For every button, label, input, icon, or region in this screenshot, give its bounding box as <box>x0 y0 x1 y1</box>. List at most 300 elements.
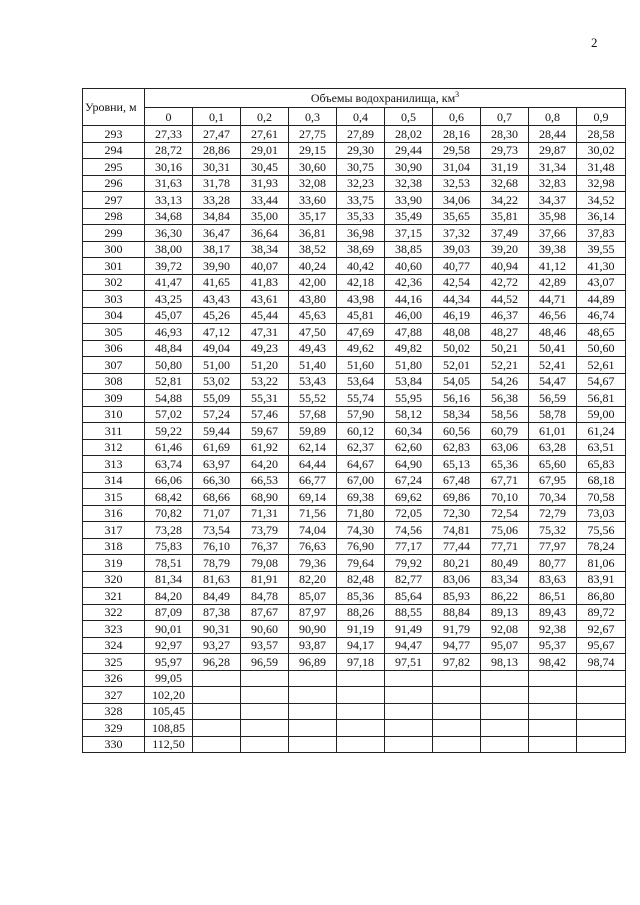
volume-cell: 28,72 <box>145 142 193 159</box>
level-cell: 329 <box>83 720 145 737</box>
volume-cell: 63,97 <box>193 456 241 473</box>
volume-cell: 55,31 <box>241 390 289 407</box>
volume-cell <box>193 670 241 687</box>
volume-cell: 33,44 <box>241 192 289 209</box>
volume-cell: 57,02 <box>145 406 193 423</box>
volume-cell: 90,01 <box>145 621 193 638</box>
volume-cell: 91,19 <box>337 621 385 638</box>
level-cell: 319 <box>83 555 145 572</box>
volume-cell <box>193 687 241 704</box>
volume-cell: 66,77 <box>289 472 337 489</box>
volume-cell: 81,34 <box>145 571 193 588</box>
volume-cell: 48,84 <box>145 340 193 357</box>
table-row <box>83 373 626 390</box>
volume-cell: 54,88 <box>145 390 193 407</box>
volume-cell: 41,83 <box>241 274 289 291</box>
level-cell: 294 <box>83 142 145 159</box>
volume-cell: 60,79 <box>481 423 529 440</box>
volume-cell: 37,66 <box>529 225 577 242</box>
volume-cell: 30,02 <box>577 142 626 159</box>
volume-cell <box>241 720 289 737</box>
volume-cell: 32,68 <box>481 175 529 192</box>
volume-cell <box>289 720 337 737</box>
volume-cell: 76,90 <box>337 538 385 555</box>
volume-cell: 28,30 <box>481 126 529 143</box>
volume-cell: 68,18 <box>577 472 626 489</box>
volume-cell: 80,21 <box>433 555 481 572</box>
level-cell: 309 <box>83 390 145 407</box>
volume-cell: 28,02 <box>385 126 433 143</box>
volume-cell: 69,62 <box>385 489 433 506</box>
table-row <box>83 439 626 456</box>
volume-cell: 86,22 <box>481 588 529 605</box>
volume-cell: 69,38 <box>337 489 385 506</box>
volume-cell: 83,91 <box>577 571 626 588</box>
volume-cell: 45,63 <box>289 307 337 324</box>
volume-cell: 48,46 <box>529 324 577 341</box>
level-cell: 310 <box>83 406 145 423</box>
volumes-header-unit-exponent: 3 <box>455 90 460 99</box>
level-cell: 316 <box>83 505 145 522</box>
volume-cell <box>481 736 529 753</box>
volume-cell: 87,97 <box>289 604 337 621</box>
volume-cell: 91,49 <box>385 621 433 638</box>
column-header-row <box>83 108 626 126</box>
volume-cell <box>433 703 481 720</box>
volume-cell: 92,38 <box>529 621 577 638</box>
volume-cell: 64,44 <box>289 456 337 473</box>
volume-cell: 76,37 <box>241 538 289 555</box>
volume-cell: 58,12 <box>385 406 433 423</box>
level-cell: 304 <box>83 307 145 324</box>
volume-cell: 87,38 <box>193 604 241 621</box>
volume-cell: 38,69 <box>337 241 385 258</box>
volume-cell: 93,27 <box>193 637 241 654</box>
volume-cell: 35,65 <box>433 208 481 225</box>
volume-cell: 35,00 <box>241 208 289 225</box>
volume-cell: 32,38 <box>385 175 433 192</box>
level-cell: 296 <box>83 175 145 192</box>
volume-cell: 46,19 <box>433 307 481 324</box>
volume-cell: 43,80 <box>289 291 337 308</box>
volume-cell: 30,31 <box>193 159 241 176</box>
volume-cell: 49,23 <box>241 340 289 357</box>
volume-cell: 71,80 <box>337 505 385 522</box>
volume-cell: 66,30 <box>193 472 241 489</box>
volume-cell: 46,37 <box>481 307 529 324</box>
volume-cell: 62,37 <box>337 439 385 456</box>
table-row <box>83 588 626 605</box>
volume-cell: 42,18 <box>337 274 385 291</box>
volume-cell: 43,61 <box>241 291 289 308</box>
table-row <box>83 703 626 720</box>
volume-cell: 93,87 <box>289 637 337 654</box>
volumes-header <box>145 89 626 108</box>
volume-cell: 60,56 <box>433 423 481 440</box>
table-row <box>83 637 626 654</box>
volume-cell: 51,60 <box>337 357 385 374</box>
volume-cell: 43,98 <box>337 291 385 308</box>
volume-cell: 31,04 <box>433 159 481 176</box>
volume-cell: 36,64 <box>241 225 289 242</box>
table-row <box>83 159 626 176</box>
table-row <box>83 456 626 473</box>
volume-cell: 32,08 <box>289 175 337 192</box>
volume-cell: 96,28 <box>193 654 241 671</box>
table-row <box>83 241 626 258</box>
volume-cell: 88,55 <box>385 604 433 621</box>
volume-cell: 39,38 <box>529 241 577 258</box>
volume-cell <box>385 703 433 720</box>
volume-cell: 43,07 <box>577 274 626 291</box>
volume-cell: 73,28 <box>145 522 193 539</box>
volume-cell: 48,27 <box>481 324 529 341</box>
volume-cell: 51,20 <box>241 357 289 374</box>
table-row <box>83 307 626 324</box>
table-row <box>83 720 626 737</box>
reservoir-volume-table <box>82 88 626 753</box>
volume-cell <box>193 703 241 720</box>
volume-cell: 36,30 <box>145 225 193 242</box>
volume-cell: 55,09 <box>193 390 241 407</box>
volume-cell: 45,26 <box>193 307 241 324</box>
volume-cell: 54,05 <box>433 373 481 390</box>
volume-cell <box>289 736 337 753</box>
volume-cell: 95,37 <box>529 637 577 654</box>
volume-cell: 59,89 <box>289 423 337 440</box>
page-number: 2 <box>591 35 598 50</box>
volume-cell: 57,68 <box>289 406 337 423</box>
volume-cell: 46,93 <box>145 324 193 341</box>
volume-cell: 40,94 <box>481 258 529 275</box>
volume-cell: 72,05 <box>385 505 433 522</box>
volume-cell: 63,28 <box>529 439 577 456</box>
volume-cell: 71,31 <box>241 505 289 522</box>
volume-cell: 96,89 <box>289 654 337 671</box>
volume-cell: 32,83 <box>529 175 577 192</box>
volume-cell <box>577 687 626 704</box>
column-header: 0,1 <box>193 108 241 126</box>
volume-cell: 45,81 <box>337 307 385 324</box>
volume-cell: 71,07 <box>193 505 241 522</box>
volume-cell: 73,79 <box>241 522 289 539</box>
volume-cell: 96,59 <box>241 654 289 671</box>
volume-cell: 64,67 <box>337 456 385 473</box>
volume-cell: 55,74 <box>337 390 385 407</box>
volume-cell: 78,24 <box>577 538 626 555</box>
volume-cell: 44,34 <box>433 291 481 308</box>
table-row <box>83 571 626 588</box>
table-row <box>83 175 626 192</box>
level-cell: 302 <box>83 274 145 291</box>
volume-cell <box>241 670 289 687</box>
volume-cell: 65,36 <box>481 456 529 473</box>
level-cell: 312 <box>83 439 145 456</box>
volume-cell: 90,31 <box>193 621 241 638</box>
volume-cell: 29,87 <box>529 142 577 159</box>
volume-cell: 31,63 <box>145 175 193 192</box>
volume-cell: 99,05 <box>145 670 193 687</box>
volume-cell: 85,36 <box>337 588 385 605</box>
column-header: 0 <box>145 108 193 126</box>
level-cell: 295 <box>83 159 145 176</box>
volume-cell: 70,82 <box>145 505 193 522</box>
volume-cell: 30,90 <box>385 159 433 176</box>
volume-cell: 46,00 <box>385 307 433 324</box>
volume-cell: 46,56 <box>529 307 577 324</box>
table-row <box>83 538 626 555</box>
volume-cell <box>289 670 337 687</box>
volume-cell: 34,84 <box>193 208 241 225</box>
volume-cell: 50,21 <box>481 340 529 357</box>
volume-cell <box>289 687 337 704</box>
column-header: 0,8 <box>529 108 577 126</box>
volume-cell: 63,74 <box>145 456 193 473</box>
volume-cell: 84,20 <box>145 588 193 605</box>
volume-cell: 52,61 <box>577 357 626 374</box>
volume-cell: 34,68 <box>145 208 193 225</box>
volume-cell: 77,44 <box>433 538 481 555</box>
volume-cell: 90,90 <box>289 621 337 638</box>
volume-cell: 71,56 <box>289 505 337 522</box>
volume-cell <box>577 736 626 753</box>
volume-cell: 62,60 <box>385 439 433 456</box>
volume-cell: 42,00 <box>289 274 337 291</box>
volume-cell: 39,03 <box>433 241 481 258</box>
volume-cell: 36,14 <box>577 208 626 225</box>
volume-cell: 38,34 <box>241 241 289 258</box>
volume-cell: 28,16 <box>433 126 481 143</box>
volume-cell: 32,98 <box>577 175 626 192</box>
volume-cell: 97,18 <box>337 654 385 671</box>
level-cell: 315 <box>83 489 145 506</box>
level-cell: 303 <box>83 291 145 308</box>
volume-cell: 105,45 <box>145 703 193 720</box>
volume-cell: 53,02 <box>193 373 241 390</box>
volume-cell: 92,08 <box>481 621 529 638</box>
volume-cell <box>529 687 577 704</box>
volume-cell: 44,89 <box>577 291 626 308</box>
volume-cell <box>337 687 385 704</box>
volume-cell: 77,17 <box>385 538 433 555</box>
volume-cell: 31,48 <box>577 159 626 176</box>
volume-cell: 54,67 <box>577 373 626 390</box>
volume-cell: 50,41 <box>529 340 577 357</box>
volume-cell: 37,49 <box>481 225 529 242</box>
volume-cell <box>481 703 529 720</box>
table-row <box>83 324 626 341</box>
table-row <box>83 142 626 159</box>
volume-cell: 66,53 <box>241 472 289 489</box>
volume-cell: 94,77 <box>433 637 481 654</box>
volume-cell <box>433 687 481 704</box>
volume-cell: 52,01 <box>433 357 481 374</box>
volume-cell <box>481 670 529 687</box>
volume-cell <box>577 720 626 737</box>
volume-cell: 39,72 <box>145 258 193 275</box>
table-row <box>83 406 626 423</box>
volume-cell: 44,16 <box>385 291 433 308</box>
volume-cell: 67,48 <box>433 472 481 489</box>
level-cell: 307 <box>83 357 145 374</box>
volume-cell: 33,75 <box>337 192 385 209</box>
volume-cell <box>529 703 577 720</box>
table-row <box>83 472 626 489</box>
volume-cell: 74,81 <box>433 522 481 539</box>
volume-cell: 61,69 <box>193 439 241 456</box>
volume-cell: 61,01 <box>529 423 577 440</box>
volume-cell: 47,69 <box>337 324 385 341</box>
volume-cell: 47,31 <box>241 324 289 341</box>
volume-cell <box>481 720 529 737</box>
volume-cell: 30,45 <box>241 159 289 176</box>
volume-cell: 98,74 <box>577 654 626 671</box>
levels-column-header: Уровни, м <box>83 89 145 126</box>
volume-cell: 79,64 <box>337 555 385 572</box>
table-row <box>83 736 626 753</box>
volume-cell <box>433 736 481 753</box>
volume-cell <box>577 703 626 720</box>
volume-cell <box>433 720 481 737</box>
level-cell: 297 <box>83 192 145 209</box>
volume-cell: 35,81 <box>481 208 529 225</box>
volume-cell: 62,14 <box>289 439 337 456</box>
volume-cell: 49,04 <box>193 340 241 357</box>
volume-cell: 34,37 <box>529 192 577 209</box>
volume-cell: 53,43 <box>289 373 337 390</box>
volume-cell: 94,17 <box>337 637 385 654</box>
table-row <box>83 423 626 440</box>
volume-cell <box>529 720 577 737</box>
volume-cell: 77,97 <box>529 538 577 555</box>
volume-cell: 42,89 <box>529 274 577 291</box>
volume-cell: 43,25 <box>145 291 193 308</box>
volume-cell: 61,24 <box>577 423 626 440</box>
volume-cell: 87,67 <box>241 604 289 621</box>
volume-cell: 69,14 <box>289 489 337 506</box>
volume-cell: 102,20 <box>145 687 193 704</box>
volume-cell: 67,71 <box>481 472 529 489</box>
volume-cell: 37,15 <box>385 225 433 242</box>
table-row <box>83 654 626 671</box>
volume-cell: 69,86 <box>433 489 481 506</box>
level-cell: 298 <box>83 208 145 225</box>
volume-cell: 43,43 <box>193 291 241 308</box>
volume-cell <box>385 720 433 737</box>
volume-cell: 84,78 <box>241 588 289 605</box>
volume-cell: 79,36 <box>289 555 337 572</box>
level-cell: 330 <box>83 736 145 753</box>
volume-cell: 80,49 <box>481 555 529 572</box>
volume-cell: 31,19 <box>481 159 529 176</box>
volume-cell: 51,40 <box>289 357 337 374</box>
volume-cell: 66,06 <box>145 472 193 489</box>
volume-cell: 87,09 <box>145 604 193 621</box>
volume-cell <box>241 736 289 753</box>
volume-cell: 27,33 <box>145 126 193 143</box>
volume-cell: 29,73 <box>481 142 529 159</box>
table-row <box>83 489 626 506</box>
volume-cell: 38,85 <box>385 241 433 258</box>
volume-cell: 55,95 <box>385 390 433 407</box>
volume-cell: 83,06 <box>433 571 481 588</box>
volume-cell: 72,30 <box>433 505 481 522</box>
column-header: 0,4 <box>337 108 385 126</box>
volume-cell: 72,79 <box>529 505 577 522</box>
volume-cell: 68,90 <box>241 489 289 506</box>
volume-cell <box>433 670 481 687</box>
volume-cell: 95,67 <box>577 637 626 654</box>
volume-cell <box>385 687 433 704</box>
volume-cell: 40,07 <box>241 258 289 275</box>
volume-cell: 72,54 <box>481 505 529 522</box>
level-cell: 300 <box>83 241 145 258</box>
volume-cell: 59,67 <box>241 423 289 440</box>
volume-cell: 52,41 <box>529 357 577 374</box>
volume-cell: 54,47 <box>529 373 577 390</box>
volume-cell <box>193 720 241 737</box>
volume-cell: 56,59 <box>529 390 577 407</box>
volume-cell: 32,53 <box>433 175 481 192</box>
volume-cell <box>193 736 241 753</box>
volume-cell: 63,06 <box>481 439 529 456</box>
volume-cell: 40,24 <box>289 258 337 275</box>
volume-cell: 41,65 <box>193 274 241 291</box>
volume-cell: 31,34 <box>529 159 577 176</box>
volume-cell: 97,51 <box>385 654 433 671</box>
volume-cell: 81,63 <box>193 571 241 588</box>
volume-cell: 83,34 <box>481 571 529 588</box>
volume-cell: 91,79 <box>433 621 481 638</box>
volume-cell: 35,33 <box>337 208 385 225</box>
volume-cell: 29,30 <box>337 142 385 159</box>
volume-cell: 74,56 <box>385 522 433 539</box>
volume-cell: 52,21 <box>481 357 529 374</box>
volume-cell: 36,98 <box>337 225 385 242</box>
level-cell: 322 <box>83 604 145 621</box>
volume-cell: 64,90 <box>385 456 433 473</box>
volume-cell: 40,42 <box>337 258 385 275</box>
volume-cell: 77,71 <box>481 538 529 555</box>
volume-cell <box>337 670 385 687</box>
volume-cell: 63,51 <box>577 439 626 456</box>
volumes-header-text: Объемы водохранилища, км <box>310 91 456 105</box>
volume-cell: 27,75 <box>289 126 337 143</box>
volume-cell <box>481 687 529 704</box>
volume-cell: 28,86 <box>193 142 241 159</box>
level-cell: 311 <box>83 423 145 440</box>
volume-cell: 48,08 <box>433 324 481 341</box>
volume-cell: 74,30 <box>337 522 385 539</box>
volume-cell <box>529 736 577 753</box>
volume-cell: 82,20 <box>289 571 337 588</box>
volume-cell: 29,15 <box>289 142 337 159</box>
volume-cell <box>241 687 289 704</box>
volume-cell <box>337 720 385 737</box>
volume-cell: 53,84 <box>385 373 433 390</box>
volume-cell: 33,90 <box>385 192 433 209</box>
volume-cell: 39,20 <box>481 241 529 258</box>
volume-cell: 56,38 <box>481 390 529 407</box>
volume-cell: 45,44 <box>241 307 289 324</box>
volume-cell: 36,47 <box>193 225 241 242</box>
volume-cell: 45,07 <box>145 307 193 324</box>
volume-cell: 75,83 <box>145 538 193 555</box>
volume-cell: 84,49 <box>193 588 241 605</box>
volume-cell: 59,44 <box>193 423 241 440</box>
volume-cell: 28,58 <box>577 126 626 143</box>
volume-cell: 29,44 <box>385 142 433 159</box>
